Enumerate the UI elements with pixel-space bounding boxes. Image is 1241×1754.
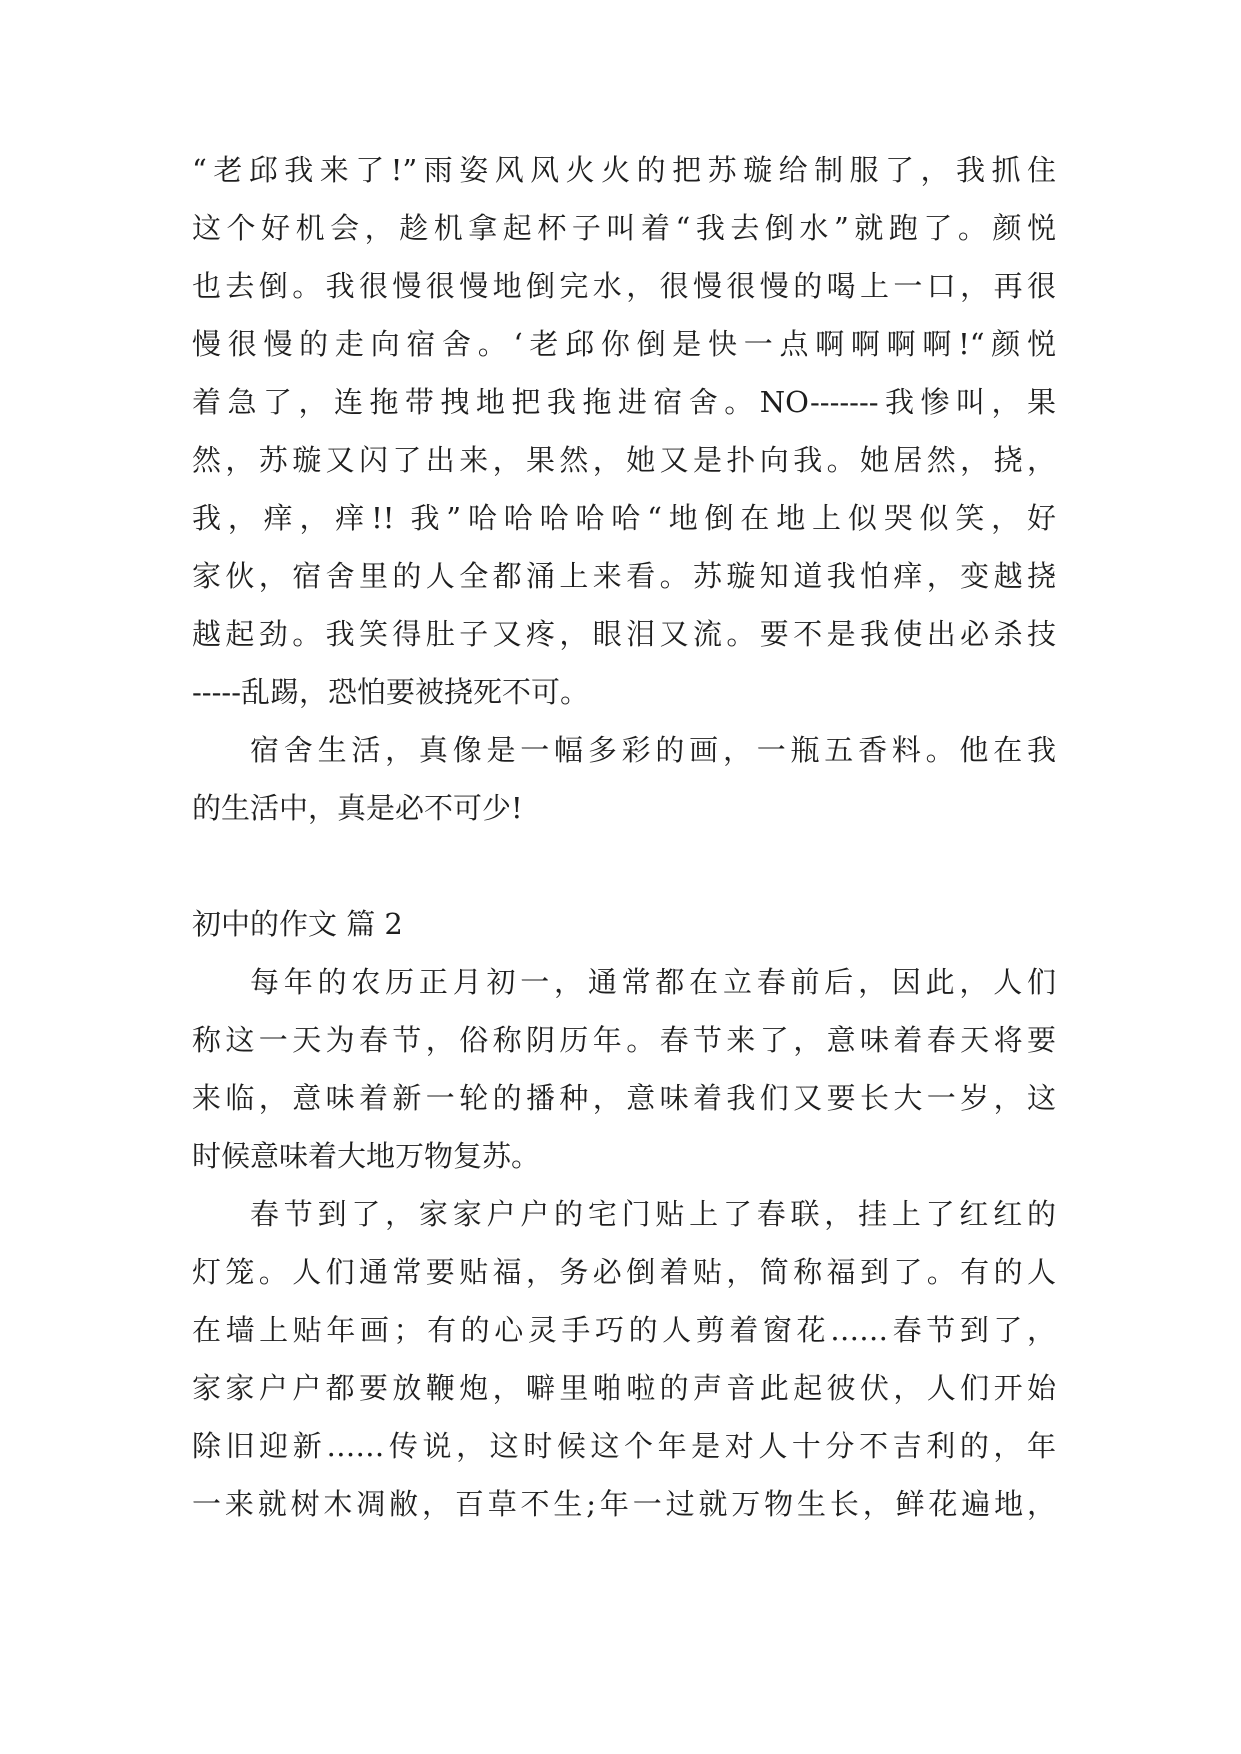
text-line: 慢很慢的走向宿舍。‘老邱你倒是快一点啊啊啊啊!“颜悦 bbox=[192, 327, 1056, 361]
text-line: “老邱我来了!”雨姿风风火火的把苏璇给制服了，我抓住 bbox=[192, 153, 1056, 187]
text-line: 称这一天为春节，俗称阴历年。春节来了，意味着春天将要 bbox=[192, 1023, 1056, 1057]
section1-paragraph1 bbox=[192, 141, 1056, 721]
text-line: 春节到了，家家户户的宅门贴上了春联，挂上了红红的 bbox=[250, 1197, 1056, 1231]
text-line: 每年的农历正月初一，通常都在立春前后，因此，人们 bbox=[250, 965, 1056, 999]
section-heading: 初中的作文 篇 2 bbox=[192, 907, 403, 941]
section1-paragraph2 bbox=[192, 721, 1056, 837]
text-line: 然，苏璇又闪了出来，果然，她又是扑向我。她居然，挠， bbox=[192, 443, 1056, 477]
text-line: 在墙上贴年画；有的心灵手巧的人剪着窗花……春节到了， bbox=[192, 1313, 1056, 1347]
document-body bbox=[192, 141, 1056, 1533]
text-line: 着急了，连拖带拽地把我拖进宿舍。NO-------我惨叫，果 bbox=[192, 385, 1056, 419]
text-line: 家家户户都要放鞭炮，噼里啪啦的声音此起彼伏，人们开始 bbox=[192, 1371, 1056, 1405]
text-line: 我，痒，痒!! 我”哈哈哈哈哈“地倒在地上似哭似笑，好 bbox=[192, 501, 1056, 535]
text-line: 来临，意味着新一轮的播种，意味着我们又要长大一岁，这 bbox=[192, 1081, 1056, 1115]
section2-paragraph2 bbox=[192, 1185, 1056, 1533]
text-line: 宿舍生活，真像是一幅多彩的画，一瓶五香料。他在我 bbox=[250, 733, 1056, 767]
text-line: 也去倒。我很慢很慢地倒完水，很慢很慢的喝上一口，再很 bbox=[192, 269, 1056, 303]
text-line: 这个好机会，趁机拿起杯子叫着“我去倒水”就跑了。颜悦 bbox=[192, 211, 1056, 245]
text-line: 时候意味着大地万物复苏。 bbox=[192, 1139, 541, 1173]
text-line: 灯笼。人们通常要贴福，务必倒着贴，简称福到了。有的人 bbox=[192, 1255, 1056, 1289]
text-line: -----乱踢，恐怕要被挠死不可。 bbox=[192, 675, 589, 709]
section-spacer bbox=[192, 837, 1056, 895]
text-line: 家伙，宿舍里的人全都涌上来看。苏璇知道我怕痒，变越挠 bbox=[192, 559, 1056, 593]
text-line: 越起劲。我笑得肚子又疼，眼泪又流。要不是我使出必杀技 bbox=[192, 617, 1056, 651]
text-line: 一来就树木凋敝，百草不生;年一过就万物生长，鲜花遍地， bbox=[192, 1487, 1056, 1521]
section2-paragraph1 bbox=[192, 953, 1056, 1185]
text-line: 除旧迎新……传说，这时候这个年是对人十分不吉利的，年 bbox=[192, 1429, 1056, 1463]
text-line: 的生活中，真是必不可少! bbox=[192, 791, 523, 825]
